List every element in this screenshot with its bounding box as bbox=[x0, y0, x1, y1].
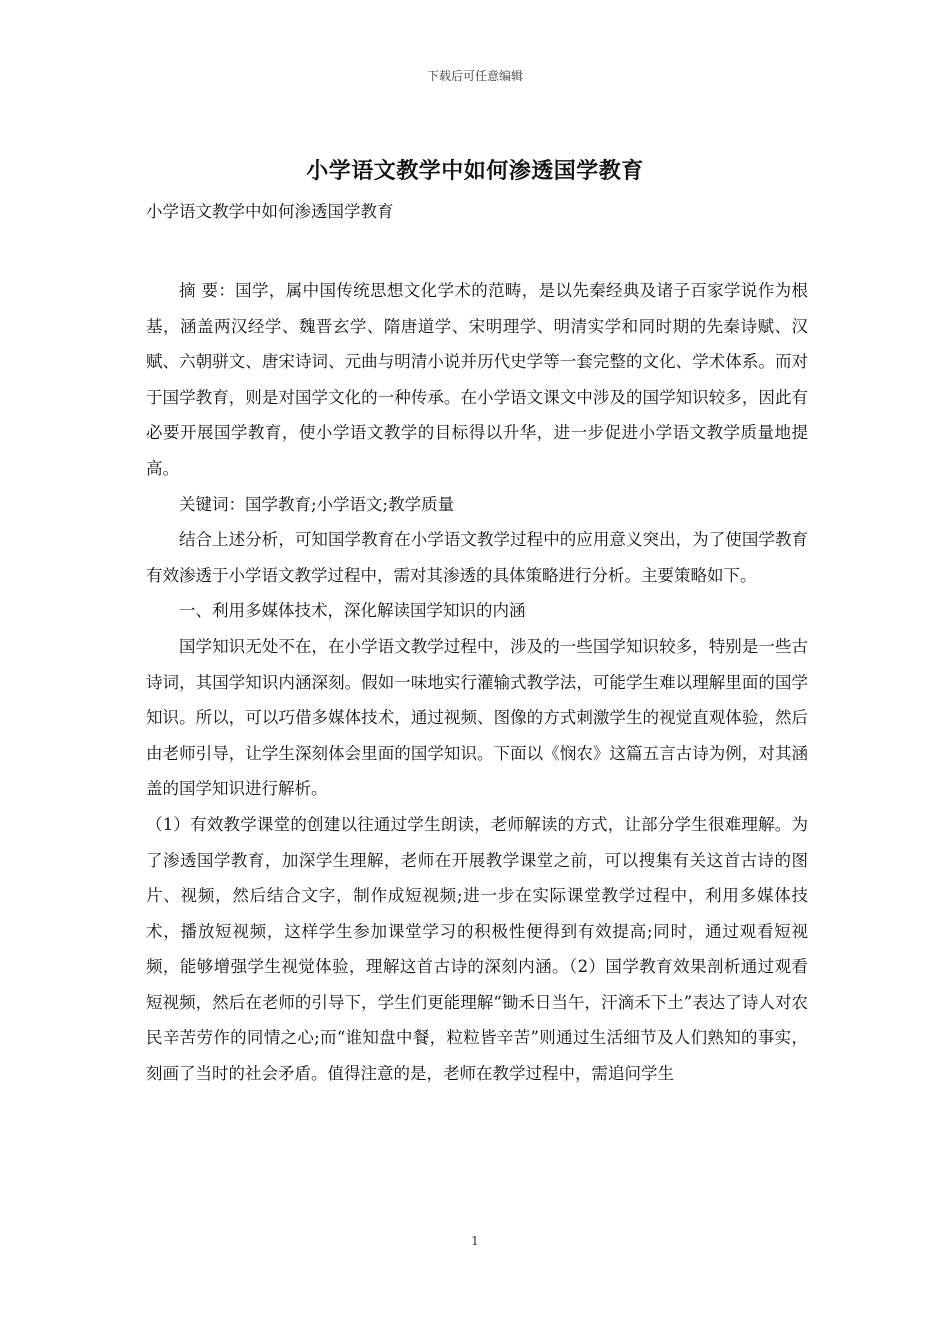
document-body bbox=[146, 273, 808, 1092]
abstract-paragraph: 摘 要：国学，属中国传统思想文化学术的范畴，是以先秦经典及诸子百家学说作为根基，涵盖两汉经学、魏晋玄学、隋唐道学、宋明理学、明清实学和同时期的先秦诗赋、汉赋、六朝骈文、唐宋诗词、元曲与明清小说并历代史学等一套完整的文化、学术体系。而对于国学教育，则是对国学文化的一种传承。在小学语文课文中涉及的国学知识较多，因此有必要开展国学教育，使小学语文教学的目标得以升华，进一步促进小学语文教学质量地提高。 bbox=[146, 281, 808, 478]
body-paragraph: 结合上述分析，可知国学教育在小学语文教学过程中的应用意义突出，为了使国学教育有效渗透于小学语文教学过程中，需对其渗透的具体策略进行分析。主要策略如下。 bbox=[146, 530, 808, 585]
keywords-paragraph: 关键词：国学教育;小学语文;教学质量 bbox=[179, 494, 455, 514]
body-paragraph: 国学知识无处不在，在小学语文教学过程中，涉及的一些国学知识较多，特别是一些古诗词，其国学知识内涵深刻。假如一味地实行灌输式教学法，可能学生难以理解里面的国学知识。所以，可以巧借多媒体技术，通过视频、图像的方式刺激学生的视觉直观体验，然后由老师引导，让学生深刻体会里面的国学知识。下面以《悯农》这篇五言古诗为例，对其涵盖的国学知识进行解析。 bbox=[146, 636, 808, 799]
document-title: 小学语文教学中如何渗透国学教育 bbox=[306, 158, 644, 184]
document-subtitle: 小学语文教学中如何渗透国学教育 bbox=[146, 202, 394, 221]
body-paragraph: （1）有效教学课堂的创建以往通过学生朗读，老师解读的方式，让部分学生很难理解。为了渗透国学教育，加深学生理解，老师在开展教学课堂之前，可以搜集有关这首古诗的图片、视频，然后结合文字，制作成短视频;进一步在实际课堂教学过程中，利用多媒体技术，播放短视频，这样学生参加课堂学习的积极性便得到有效提高;同时，通过观看短视频，能够增强学生视觉体验，理解这首古诗的深刻内涵。（2）国学教育效果剖析通过观看短视频，然后在老师的引导下，学生们更能理解“锄禾日当午，汗滴禾下土”表达了诗人对农民辛苦劳作的同情之心;而“谁知盘中餐，粒粒皆辛苦”则通过生活细节及人们熟知的事实，刻画了当时的社会矛盾。值得注意的是，老师在教学过程中，需追问学生 bbox=[146, 814, 808, 1084]
page-header: 下载后可任意编辑 bbox=[426, 69, 523, 83]
section-heading: 一、利用多媒体技术，深化解读国学知识的内涵 bbox=[179, 601, 526, 621]
page-number: 1 bbox=[471, 1234, 479, 1248]
